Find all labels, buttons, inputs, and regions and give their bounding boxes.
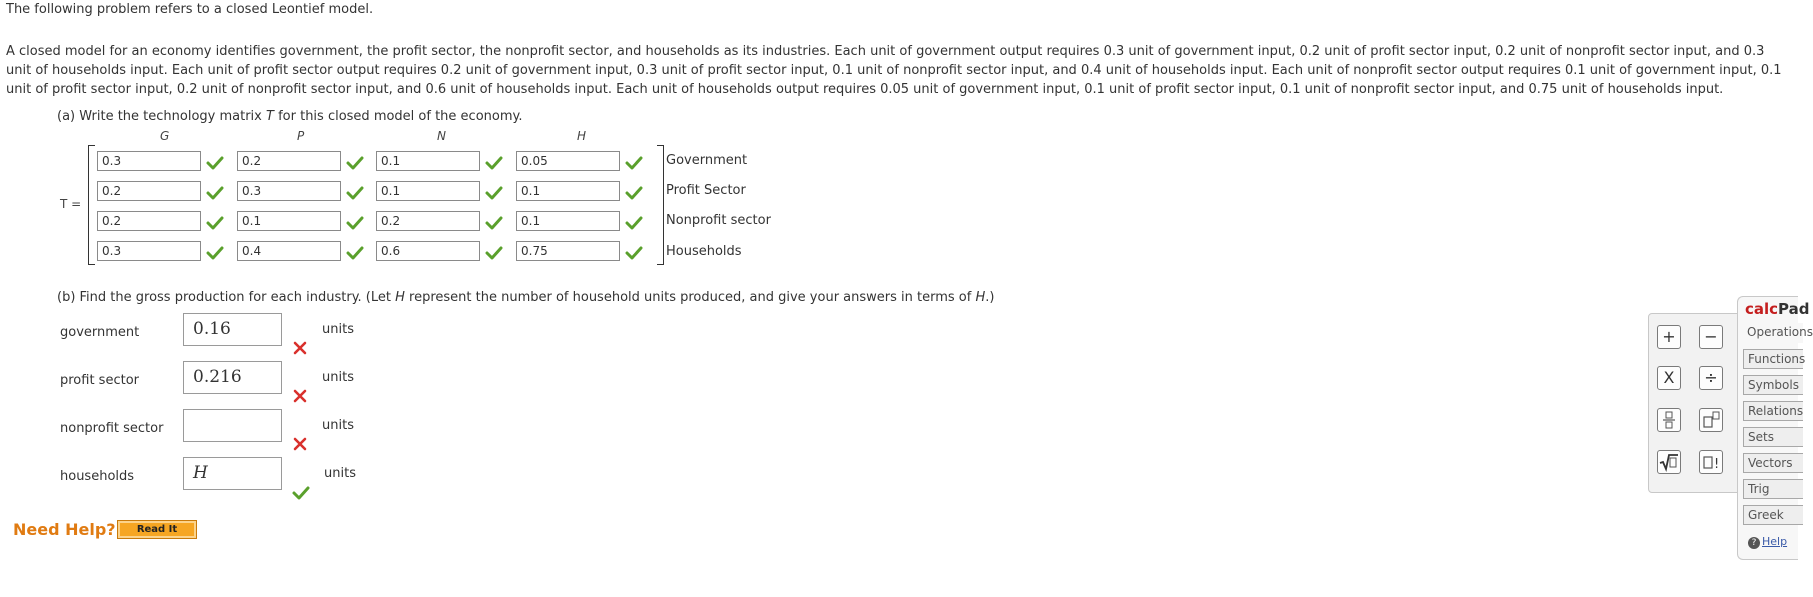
incorrect-x-icon [293,437,307,451]
correct-check-icon [346,246,364,260]
part-b-prompt-post: .) [985,290,995,305]
calcpad-title-calc: calc [1745,300,1779,318]
matrix-cell-r2-c2[interactable]: 0.3 [237,181,341,201]
nonprofit-sector-units: units [322,418,354,433]
matrix-cell-r4-c3[interactable]: 0.6 [376,241,480,261]
row-label-households: Households [666,244,742,259]
correct-check-icon [206,246,224,260]
matrix-cell-r1-c3[interactable]: 0.1 [376,151,480,171]
matrix-left-bracket [88,145,95,265]
calcpad-help-link[interactable] [1748,535,1787,549]
column-header-g: G [160,129,170,143]
sqrt-button[interactable] [1657,450,1681,474]
read-it-button[interactable]: Read It [117,520,197,539]
help-icon: ? [1748,537,1760,549]
answer-label-profit-sector: profit sector [60,373,139,388]
column-header-h: H [577,129,587,143]
calc-tab-symbols[interactable]: Symbols [1743,375,1803,395]
calc-tab-greek[interactable]: Greek [1743,505,1803,525]
correct-check-icon [346,156,364,170]
matrix-cell-r4-c1[interactable]: 0.3 [97,241,201,261]
calc-tab-functions[interactable]: Functions [1743,349,1803,369]
matrix-cell-r3-c1[interactable]: 0.2 [97,211,201,231]
calcpad-help-label: Help [1762,535,1788,548]
part-a-var: T [266,109,274,124]
incorrect-x-icon [293,389,307,403]
correct-check-icon [485,186,503,200]
column-header-n: N [437,129,446,143]
answer-label-government: government [60,325,140,340]
matrix-label: T = [60,197,82,211]
calc-tab-relations[interactable]: Relations [1743,401,1803,421]
times-button[interactable]: X [1657,366,1681,390]
calc-tab-operations[interactable]: Operations [1743,323,1803,343]
profit-sector-units: units [322,370,354,385]
square-root-icon [1658,451,1680,473]
correct-check-icon [346,216,364,230]
correct-check-icon [485,246,503,260]
need-help-label: Need Help? [13,520,116,539]
part-a-prompt-pre: (a) Write the technology matrix [57,109,266,124]
matrix-cell-r4-c2[interactable]: 0.4 [237,241,341,261]
correct-check-icon [625,186,643,200]
correct-check-icon [485,216,503,230]
factorial-icon [1700,451,1722,473]
power-icon [1700,409,1722,431]
matrix-cell-r1-c4[interactable]: 0.05 [516,151,620,171]
part-a-prompt-post: for this closed model of the economy. [273,109,523,124]
correct-check-icon [625,246,643,260]
fraction-icon [1658,409,1680,431]
matrix-cell-r1-c2[interactable]: 0.2 [237,151,341,171]
plus-button[interactable]: + [1657,325,1681,349]
correct-check-icon [206,186,224,200]
calc-tab-sets[interactable]: Sets [1743,427,1803,447]
correct-check-icon [485,156,503,170]
divide-button[interactable]: ÷ [1699,366,1723,390]
calc-tab-trig[interactable]: Trig [1743,479,1803,499]
row-label-government: Government [666,153,748,168]
matrix-cell-r3-c3[interactable]: 0.2 [376,211,480,231]
matrix-cell-r2-c3[interactable]: 0.1 [376,181,480,201]
part-b-var: H [395,290,405,305]
answer-label-nonprofit-sector: nonprofit sector [60,421,164,436]
matrix-cell-r2-c4[interactable]: 0.1 [516,181,620,201]
correct-check-icon [206,216,224,230]
matrix-cell-r3-c2[interactable]: 0.1 [237,211,341,231]
matrix-cell-r1-c1[interactable]: 0.3 [97,151,201,171]
row-label-profit-sector: Profit Sector [666,183,746,198]
problem-statement: A closed model for an economy identifies government, the profit sector, the nonprofit sector, and households as its industries. Each unit of government output requires 0.3 unit of government input, 0.2 unit of profit sector input, 0.2 unit of nonprofit sector input, and 0.3 unit of households input. Each unit of profit sector output requires 0.2 unit of government input, 0.3 unit of profit sector input, 0.1 unit of nonprofit sector input, and 0.4 unit of households input. Each unit of nonprofit sector output requires 0.1 unit of government input, 0.1 unit of profit sector input, 0.2 unit of nonprofit sector input, and 0.6 unit of households input. Each unit of households output requires 0.05 unit of government input, 0.1 unit of profit sector input, 0.1 unit of nonprofit sector input, and 0.75 unit of households input. [6,44,1782,97]
part-b-var-2: H [975,290,986,305]
part-a-prompt [57,109,522,124]
matrix-cell-r3-c4[interactable]: 0.1 [516,211,620,231]
row-label-nonprofit-sector: Nonprofit sector [666,213,771,228]
correct-check-icon [292,486,310,500]
government-units: units [322,322,354,337]
power-button[interactable] [1699,408,1723,432]
part-b-prompt [57,290,994,305]
fraction-button[interactable] [1657,408,1681,432]
households-answer-field[interactable]: H [183,457,282,490]
incorrect-x-icon [293,341,307,355]
calcpad-title [1745,300,1810,318]
calcpad-title-pad: Pad [1778,300,1810,318]
profit-sector-answer-field[interactable]: 0.216 [183,361,282,394]
factorial-button[interactable] [1699,450,1723,474]
matrix-cell-r2-c1[interactable]: 0.2 [97,181,201,201]
calc-tab-vectors[interactable]: Vectors [1743,453,1803,473]
part-b-prompt-mid: represent the number of household units produced, and give your answers in terms of [404,290,976,305]
correct-check-icon [346,186,364,200]
government-answer-field[interactable]: 0.16 [183,313,282,346]
nonprofit-sector-answer-field[interactable] [183,409,282,442]
households-units: units [324,466,356,481]
column-header-p: P [297,129,305,143]
svg-text:!: ! [1714,457,1720,472]
minus-button[interactable]: − [1699,325,1723,349]
correct-check-icon [625,156,643,170]
answer-label-households: households [60,469,135,484]
part-b-prompt-pre: (b) Find the gross production for each industry. (Let [57,290,396,305]
intro-text: The following problem refers to a closed Leontief model. [6,2,374,17]
matrix-right-bracket [657,145,664,265]
correct-check-icon [206,156,224,170]
correct-check-icon [625,216,643,230]
matrix-cell-r4-c4[interactable]: 0.75 [516,241,620,261]
